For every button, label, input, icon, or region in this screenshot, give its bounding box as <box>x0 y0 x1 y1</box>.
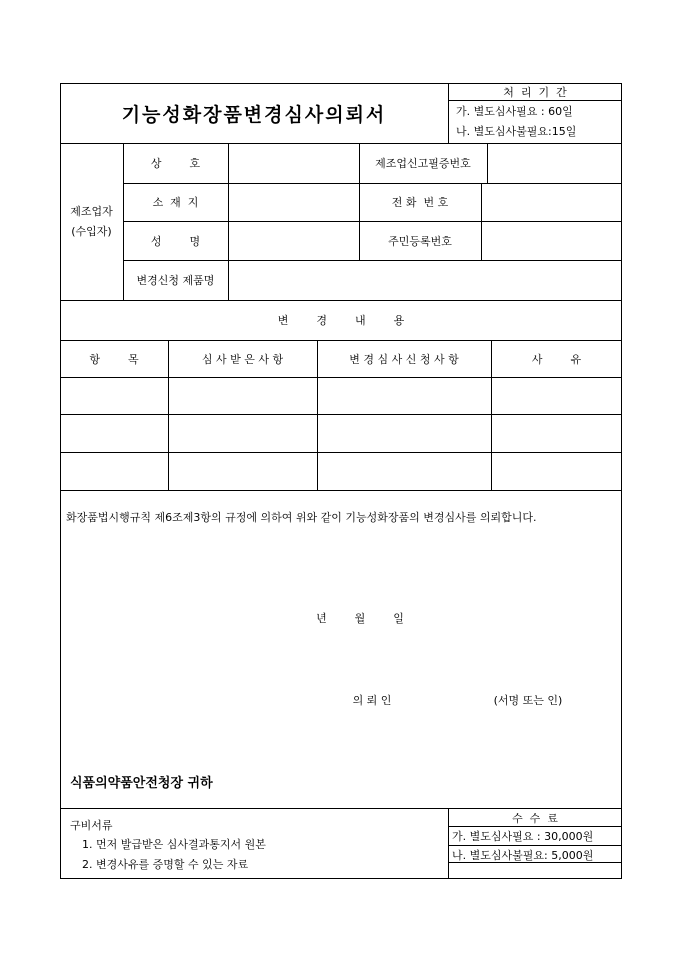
change-row-2-item[interactable] <box>61 415 167 451</box>
change-row-3-requested[interactable] <box>318 453 490 489</box>
resident-number-field[interactable] <box>482 222 621 259</box>
change-row-2-requested[interactable] <box>318 415 490 451</box>
attachments-header: 구비서류 <box>70 819 113 832</box>
registration-number-field[interactable] <box>488 144 621 182</box>
change-row-3-reviewed[interactable] <box>169 453 316 489</box>
importer-label: (수입자) <box>71 224 112 238</box>
change-row-2-reviewed[interactable] <box>169 415 316 451</box>
resident-number-label: 주민등록번호 <box>388 234 452 248</box>
recipient: 식품의약품안전청장 귀하 <box>70 775 213 791</box>
change-row-1-reason[interactable] <box>492 378 621 413</box>
processing-period-b: 나. 별도심사불필요:15일 <box>456 124 577 138</box>
product-name-field[interactable] <box>229 261 621 299</box>
name-field[interactable] <box>229 222 358 259</box>
phone-label: 전 화 번 호 <box>391 196 449 209</box>
fee-line-b: 나. 별도심사불필요: 5,000원 <box>452 849 594 862</box>
divider <box>448 862 622 863</box>
signature-note: (서명 또는 인) <box>493 694 563 707</box>
product-name-label: 변경신청 제품명 <box>136 274 215 287</box>
registration-number-label: 제조업신고필증번호 <box>375 157 471 170</box>
requester-label: 의 뢰 인 <box>352 694 392 707</box>
business-name-label: 상 호 <box>150 157 201 170</box>
change-row-1-requested[interactable] <box>318 378 490 413</box>
attachment-item-1: 1. 먼저 발급받은 심사결과통지서 원본 <box>82 838 266 851</box>
processing-period-a: 가. 별도심사필요 : 60일 <box>456 105 573 118</box>
column-header-reason: 사 유 <box>531 352 582 366</box>
divider <box>448 100 622 101</box>
column-header-reviewed: 심 사 받 은 사 항 <box>201 352 284 366</box>
attachment-item-2: 2. 변경사유를 증명할 수 있는 자료 <box>82 858 249 871</box>
business-name-field[interactable] <box>229 144 358 182</box>
change-row-3-item[interactable] <box>61 453 167 489</box>
change-section-title: 변 경 내 용 <box>277 314 405 327</box>
name-label: 성 명 <box>150 234 201 248</box>
date-line: 년 월 일 <box>316 612 404 625</box>
form-title: 기능성화장품변경심사의뢰서 <box>121 103 387 126</box>
column-header-item: 항 목 <box>89 352 139 366</box>
processing-period-header: 처 리 기 간 <box>503 85 567 99</box>
change-row-1-item[interactable] <box>61 378 167 413</box>
request-statement: 화장품법시행규칙 제6조제3항의 규정에 의하여 위와 같이 기능성화장품의 변경심사를 의뢰합니다. <box>66 511 537 524</box>
change-row-2-reason[interactable] <box>492 415 621 451</box>
change-row-1-reviewed[interactable] <box>169 378 316 413</box>
fee-line-a: 가. 별도심사필요 : 30,000원 <box>452 830 594 843</box>
fee-header: 수 수 료 <box>512 811 558 825</box>
change-row-3-reason[interactable] <box>492 453 621 489</box>
manufacturer-group-label <box>60 143 123 300</box>
manufacturer-label: 제조업자 <box>70 204 113 218</box>
divider <box>60 490 622 491</box>
address-field[interactable] <box>229 184 358 220</box>
column-header-requested: 변 경 심 사 신 청 사 항 <box>349 352 459 366</box>
phone-field[interactable] <box>482 184 621 220</box>
address-label: 소 재 지 <box>152 196 199 209</box>
